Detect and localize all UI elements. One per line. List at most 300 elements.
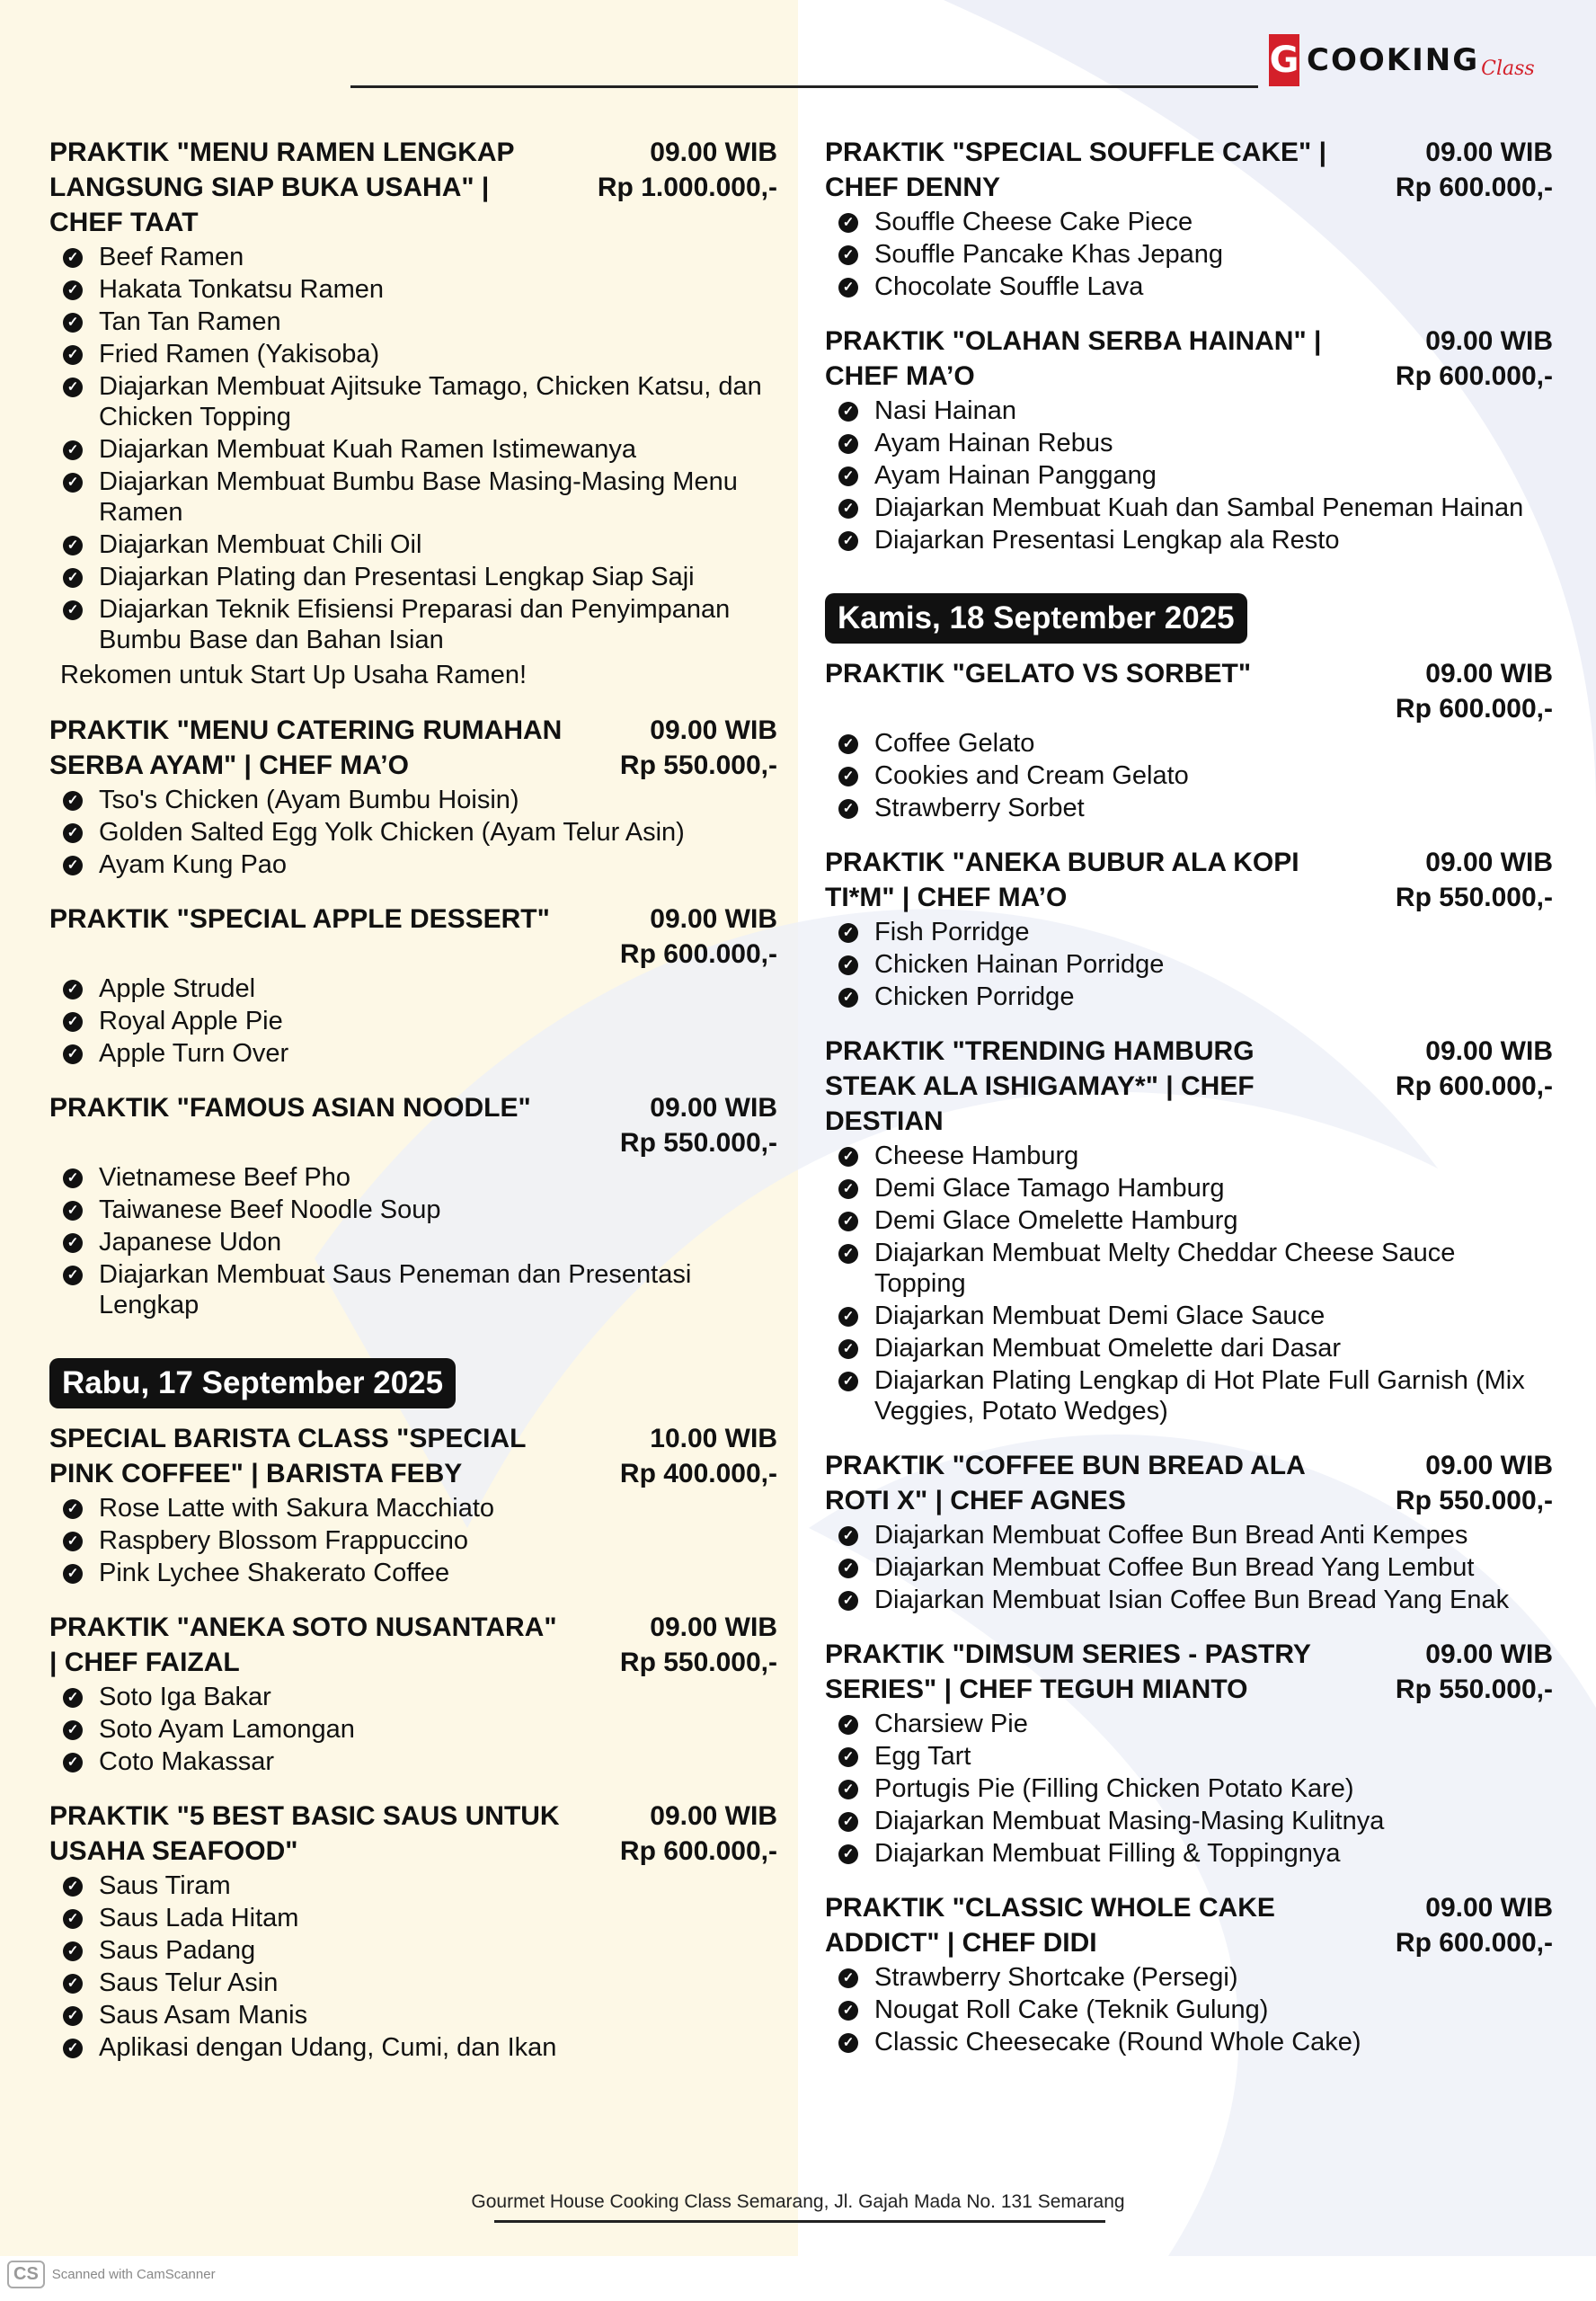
menu-list [825,1520,1553,1615]
menu-item-text: Egg Tart [874,1742,971,1771]
menu-item-text: Royal Apple Pie [99,1007,283,1035]
menu-item-text: Nasi Hainan [874,396,1016,425]
menu-item [49,785,777,815]
menu-item [49,1746,777,1777]
menu-item-text: Diajarkan Membuat Isian Coffee Bun Bread Yang Enak [874,1586,1510,1614]
class-meta [1396,324,1553,394]
class-time: 09.00 WIB [1425,848,1553,877]
menu-item-text: Souffle Pancake Khas Jepang [874,240,1224,269]
menu-item-text: Diajarkan Plating Lengkap di Hot Plate Full Garnish (Mix Veggies, Potato Wedges) [874,1366,1525,1426]
class-time: 09.00 WIB [650,138,777,167]
menu-item [49,1935,777,1966]
menu-item [49,2032,777,2063]
check-circle-icon: ✓ [63,1266,83,1285]
class-title: PRAKTIK "MENU RAMEN LENGKAP LANGSUNG SIAP BUKA USAHA" | CHEF TAAT [49,138,515,237]
check-circle-icon: ✓ [63,1044,83,1064]
menu-item-text: Diajarkan Membuat Coffee Bun Bread Yang Lembut [874,1553,1475,1582]
menu-item-text: Diajarkan Presentasi Lengkap ala Resto [874,526,1340,555]
check-circle-icon: ✓ [838,1526,858,1546]
menu-item-text: Classic Cheesecake (Round Whole Cake) [874,2028,1361,2057]
check-circle-icon: ✓ [63,1499,83,1519]
class-title: PRAKTIK "GELATO VS SORBET" [825,659,1252,689]
class-title: PRAKTIK "5 BEST BASIC SAUS UNTUK USAHA SEAFOOD" [49,1801,560,1866]
class-header [825,1637,1553,1707]
class-price: Rp 1.000.000,- [597,173,777,202]
menu-item-text: Portugis Pie (Filling Chicken Potato Kare) [874,1774,1354,1803]
menu-item [825,271,1553,302]
check-circle-icon: ✓ [838,1212,858,1231]
menu-item [49,434,777,465]
menu-item [49,339,777,369]
check-circle-icon: ✓ [63,2039,83,2058]
check-circle-icon: ✓ [838,767,858,786]
menu-list [825,1141,1553,1426]
menu-item [49,1968,777,1998]
check-circle-icon: ✓ [63,248,83,268]
menu-item-text: Diajarkan Membuat Kuah dan Sambal Peneman Hainan [874,493,1524,522]
check-circle-icon: ✓ [838,213,858,233]
class-time: 09.00 WIB [650,1612,777,1642]
class-meta [620,1421,777,1491]
check-circle-icon: ✓ [63,1168,83,1188]
menu-item-text: Hakata Tonkatsu Ramen [99,275,385,304]
right-column [825,135,1553,2079]
class-meta [1396,1890,1553,1960]
menu-item-text: Diajarkan Membuat Ajitsuke Tamago, Chicken Katsu, dan Chicken Topping [99,372,762,431]
check-circle-icon: ✓ [63,280,83,300]
logo-mark-icon: G [1269,34,1299,86]
check-circle-icon: ✓ [63,1909,83,1929]
class-title: SPECIAL BARISTA CLASS "SPECIAL PINK COFFEE" | BARISTA FEBY [49,1424,526,1488]
check-circle-icon: ✓ [63,1012,83,1032]
menu-list [49,1493,777,1588]
class-header [49,902,777,972]
menu-item [49,1195,777,1225]
check-circle-icon: ✓ [838,1307,858,1327]
class-block [825,1637,1553,1869]
class-price: Rp 600.000,- [1395,694,1553,724]
class-time: 09.00 WIB [1425,1036,1553,1066]
check-circle-icon: ✓ [838,531,858,551]
class-price: Rp 550.000,- [619,751,777,780]
class-time: 09.00 WIB [650,1801,777,1831]
check-circle-icon: ✓ [63,440,83,460]
menu-item-text: Cheese Hamburg [874,1142,1079,1170]
class-title: PRAKTIK "TRENDING HAMBURG STEAK ALA ISHIGAMAY*" | CHEF DESTIAN [825,1036,1255,1136]
check-circle-icon: ✓ [63,980,83,999]
check-circle-icon: ✓ [838,988,858,1008]
check-circle-icon: ✓ [63,313,83,333]
check-circle-icon: ✓ [838,734,858,754]
menu-item-text: Coto Makassar [99,1747,275,1776]
menu-item-text: Apple Strudel [99,974,256,1003]
class-price: Rp 550.000,- [1395,1486,1553,1515]
menu-item [49,1714,777,1745]
check-circle-icon: ✓ [838,1372,858,1391]
check-circle-icon: ✓ [838,1591,858,1611]
menu-item-text: Ayam Kung Pao [99,850,288,879]
menu-list [49,973,777,1069]
menu-item [49,242,777,272]
menu-item-text: Chicken Porridge [874,982,1075,1011]
menu-item-text: Japanese Udon [99,1228,282,1257]
menu-item-text: Diajarkan Membuat Filling & Toppingnya [874,1839,1341,1868]
class-block [825,1448,1553,1615]
logo-subtext: Class [1481,57,1535,80]
class-header [49,1610,777,1680]
menu-item-text: Diajarkan Teknik Efisiensi Preparasi dan Penyimpanan Bumbu Base dan Bahan Isian [99,595,731,654]
menu-item [49,1006,777,1036]
class-price: Rp 400.000,- [619,1459,777,1488]
menu-item [825,525,1553,555]
menu-item [49,466,777,528]
menu-item-text: Beef Ramen [99,243,244,271]
menu-item-text: Golden Salted Egg Yolk Chicken (Ayam Telur Asin) [99,818,685,847]
menu-item [825,1838,1553,1869]
class-meta [620,1610,777,1680]
menu-list [825,728,1553,823]
menu-item [825,1741,1553,1772]
class-title: PRAKTIK "SPECIAL APPLE DESSERT" [49,904,550,934]
class-price: Rp 600.000,- [1395,1071,1553,1101]
menu-item [825,460,1553,491]
check-circle-icon: ✓ [63,345,83,365]
class-price: Rp 600.000,- [1395,1928,1553,1958]
menu-list [49,1870,777,2063]
menu-item [825,2027,1553,2057]
menu-item [825,1709,1553,1739]
menu-item-text: Cookies and Cream Gelato [874,761,1189,790]
class-title: PRAKTIK "ANEKA SOTO NUSANTARA" | CHEF FAIZAL [49,1612,557,1677]
menu-item [825,1333,1553,1364]
menu-item [825,1238,1553,1299]
class-header [825,324,1553,394]
class-title: PRAKTIK "DIMSUM SERIES - PASTRY SERIES" | CHEF TEGUH MIANTO [825,1639,1311,1704]
class-price: Rp 550.000,- [619,1128,777,1158]
check-circle-icon: ✓ [63,1877,83,1897]
menu-item [49,849,777,880]
class-title: PRAKTIK "OLAHAN SERBA HAINAN" | CHEF MA’O [825,326,1322,391]
footer-address: Gourmet House Cooking Class Semarang, Jl. Gajah Mada No. 131 Semarang [471,2191,1125,2212]
check-circle-icon: ✓ [838,799,858,819]
menu-item-text: Saus Padang [99,1936,256,1965]
menu-list [49,1682,777,1777]
check-circle-icon: ✓ [838,1339,858,1359]
class-price: Rp 600.000,- [619,939,777,969]
menu-item-text: Ayam Hainan Rebus [874,429,1113,458]
menu-item [49,562,777,592]
check-circle-icon: ✓ [63,2006,83,2026]
check-circle-icon: ✓ [63,536,83,555]
camscanner-icon: CS [7,2261,45,2288]
class-header [825,1448,1553,1518]
check-circle-icon: ✓ [838,955,858,975]
check-circle-icon: ✓ [838,923,858,943]
class-time: 09.00 WIB [1425,1639,1553,1669]
scanner-watermark [7,2261,216,2288]
class-block [49,1610,777,1777]
menu-item [825,1520,1553,1550]
check-circle-icon: ✓ [838,245,858,265]
class-time: 09.00 WIB [650,904,777,934]
menu-item-text: Saus Telur Asin [99,1968,279,1997]
check-circle-icon: ✓ [838,2001,858,2021]
class-price: Rp 550.000,- [1395,883,1553,912]
menu-list [825,207,1553,302]
menu-item-text: Strawberry Shortcake (Persegi) [874,1963,1238,1992]
menu-item [49,307,777,337]
menu-item-text: Ayam Hainan Panggang [874,461,1157,490]
class-header [49,135,777,240]
menu-item-text: Demi Glace Omelette Hamburg [874,1206,1238,1235]
menu-item-text: Tan Tan Ramen [99,307,281,336]
menu-item-text: Tso's Chicken (Ayam Bumbu Hoisin) [99,786,519,814]
menu-item-text: Nougat Roll Cake (Teknik Gulung) [874,1995,1269,2024]
menu-item [49,1558,777,1588]
class-time: 09.00 WIB [1425,326,1553,356]
class-header [825,1034,1553,1139]
check-circle-icon: ✓ [63,1720,83,1740]
menu-item [825,1365,1553,1426]
menu-list [825,1962,1553,2057]
check-circle-icon: ✓ [63,1233,83,1253]
menu-item-text: Diajarkan Membuat Saus Peneman dan Presentasi Lengkap [99,1260,692,1319]
menu-item [825,395,1553,426]
class-price: Rp 550.000,- [1395,1675,1553,1704]
brand-logo [1269,34,1535,86]
menu-item-text: Rose Latte with Sakura Macchiato [99,1494,495,1523]
menu-item [49,1227,777,1257]
menu-item-text: Diajarkan Membuat Omelette dari Dasar [874,1334,1341,1363]
menu-item [825,428,1553,458]
class-meta [1396,845,1553,915]
check-circle-icon: ✓ [838,1559,858,1578]
class-time: 09.00 WIB [650,1093,777,1123]
class-meta [1396,1448,1553,1518]
menu-item [825,1173,1553,1204]
menu-item-text: Saus Tiram [99,1871,231,1900]
menu-item-text: Fish Porridge [874,918,1030,946]
class-block [49,902,777,1069]
check-circle-icon: ✓ [838,1968,858,1988]
check-circle-icon: ✓ [63,473,83,493]
footer-divider [494,2220,1105,2223]
class-block [825,845,1553,1012]
menu-item-text: Diajarkan Membuat Bumbu Base Masing-Masing Menu Ramen [99,467,738,527]
menu-item [49,529,777,560]
menu-item-text: Souffle Cheese Cake Piece [874,208,1193,236]
class-meta [620,902,777,972]
class-price: Rp 600.000,- [1395,173,1553,202]
class-block [825,135,1553,302]
menu-item-text: Diajarkan Membuat Demi Glace Sauce [874,1302,1326,1330]
menu-item-text: Diajarkan Membuat Chili Oil [99,530,422,559]
logo-text: COOKING [1307,42,1480,78]
menu-item-text: Diajarkan Membuat Masing-Masing Kulitnya [874,1807,1385,1835]
class-time: 09.00 WIB [1425,1451,1553,1480]
menu-item [49,1038,777,1069]
menu-item-text: Soto Ayam Lamongan [99,1715,355,1744]
menu-item [825,793,1553,823]
menu-item-text: Chicken Hainan Porridge [874,950,1165,979]
class-header [825,135,1553,205]
class-meta [1396,1034,1553,1104]
check-circle-icon: ✓ [63,791,83,811]
menu-item [825,728,1553,759]
check-circle-icon: ✓ [838,1715,858,1735]
class-meta [620,1799,777,1869]
menu-item [825,917,1553,947]
menu-item [825,1552,1553,1583]
class-meta [1396,1637,1553,1707]
class-note: Rekomen untuk Start Up Usaha Ramen! [60,661,528,689]
day-heading: Rabu, 17 September 2025 [49,1358,456,1408]
class-time: 10.00 WIB [650,1424,777,1453]
menu-item [49,1870,777,1901]
menu-item-text: Pink Lychee Shakerato Coffee [99,1559,450,1587]
check-circle-icon: ✓ [838,1780,858,1799]
menu-item-text: Strawberry Sorbet [874,794,1085,822]
menu-item-text: Soto Iga Bakar [99,1683,271,1711]
class-block [825,1034,1553,1426]
menu-item-text: Saus Lada Hitam [99,1904,299,1932]
class-meta [620,713,777,783]
left-column [49,135,777,2084]
menu-list [49,785,777,880]
menu-item-text: Vietnamese Beef Pho [99,1163,350,1192]
menu-list [49,1162,777,1320]
menu-item [825,1301,1553,1331]
check-circle-icon: ✓ [63,568,83,588]
class-header [825,1890,1553,1960]
check-circle-icon: ✓ [838,402,858,422]
class-price: Rp 600.000,- [619,1836,777,1866]
class-time: 09.00 WIB [650,715,777,745]
class-header [825,845,1553,915]
menu-item [49,1162,777,1193]
menu-item-text: Chocolate Souffle Lava [874,272,1144,301]
menu-item [49,1493,777,1524]
class-block [825,324,1553,555]
class-block [49,1799,777,2063]
menu-item [825,982,1553,1012]
menu-item-text: Coffee Gelato [874,729,1035,758]
menu-item [49,1525,777,1556]
menu-item-text: Demi Glace Tamago Hamburg [874,1174,1225,1203]
menu-item [49,594,777,655]
class-block [49,713,777,880]
menu-item [825,1806,1553,1836]
check-circle-icon: ✓ [838,499,858,519]
menu-item-text: Diajarkan Membuat Coffee Bun Bread Anti Kempes [874,1521,1468,1550]
menu-item [825,1773,1553,1804]
class-title: PRAKTIK "MENU CATERING RUMAHAN SERBA AYAM" | CHEF MA’O [49,715,563,780]
check-circle-icon: ✓ [838,278,858,298]
menu-item-text: Diajarkan Membuat Kuah Ramen Istimewanya [99,435,636,464]
menu-item-text: Charsiew Pie [874,1710,1028,1738]
check-circle-icon: ✓ [838,434,858,454]
menu-item-text: Aplikasi dengan Udang, Cumi, dan Ikan [99,2033,557,2062]
scanner-text: Scanned with CamScanner [51,2267,216,2282]
class-block [49,1421,777,1588]
class-title: PRAKTIK "CLASSIC WHOLE CAKE ADDICT" | CHEF DIDI [825,1893,1275,1958]
menu-item [825,1962,1553,1993]
class-title: PRAKTIK "SPECIAL SOUFFLE CAKE" | CHEF DENNY [825,138,1326,202]
class-title: PRAKTIK "FAMOUS ASIAN NOODLE" [49,1093,531,1123]
menu-list [825,395,1553,555]
menu-item [825,1205,1553,1236]
class-block [825,656,1553,823]
menu-item-text: Saus Asam Manis [99,2001,308,2030]
menu-item [49,973,777,1004]
menu-item [49,1682,777,1712]
menu-item-text: Diajarkan Membuat Melty Cheddar Cheese Sauce Topping [874,1239,1456,1298]
menu-item [825,1141,1553,1171]
menu-item [825,207,1553,237]
check-circle-icon: ✓ [838,1244,858,1264]
menu-list [825,917,1553,1012]
menu-item [825,239,1553,270]
class-block [825,1890,1553,2057]
menu-item [825,1585,1553,1615]
menu-list [825,1709,1553,1869]
check-circle-icon: ✓ [838,1844,858,1864]
check-circle-icon: ✓ [63,1201,83,1221]
menu-item [49,1903,777,1933]
class-price: Rp 550.000,- [619,1648,777,1677]
menu-item-text: Taiwanese Beef Noodle Soup [99,1195,441,1224]
header-divider [350,85,1258,88]
class-time: 09.00 WIB [1425,659,1553,689]
check-circle-icon: ✓ [63,823,83,843]
check-circle-icon: ✓ [63,1753,83,1772]
check-circle-icon: ✓ [63,856,83,875]
class-title: PRAKTIK "COFFEE BUN BREAD ALA ROTI X" | CHEF AGNES [825,1451,1305,1515]
class-price: Rp 600.000,- [1395,361,1553,391]
class-header [49,713,777,783]
check-circle-icon: ✓ [63,1688,83,1708]
day-heading: Kamis, 18 September 2025 [825,593,1247,644]
class-header [49,1799,777,1869]
menu-item [49,1259,777,1320]
check-circle-icon: ✓ [63,1564,83,1584]
check-circle-icon: ✓ [838,2033,858,2053]
class-meta [1396,135,1553,205]
menu-item-text: Fried Ramen (Yakisoba) [99,340,380,369]
menu-list [49,242,777,655]
menu-item-text: Raspbery Blossom Frappuccino [99,1526,469,1555]
menu-item [825,1994,1553,2025]
class-header [825,656,1553,726]
class-meta [620,1090,777,1160]
class-block [49,1090,777,1320]
class-meta [598,135,777,205]
check-circle-icon: ✓ [838,1747,858,1767]
menu-item [825,760,1553,791]
menu-item [49,371,777,432]
check-circle-icon: ✓ [63,600,83,620]
check-circle-icon: ✓ [838,466,858,486]
check-circle-icon: ✓ [838,1812,858,1832]
check-circle-icon: ✓ [63,1532,83,1551]
class-meta [1396,656,1553,726]
check-circle-icon: ✓ [63,1974,83,1994]
class-title: PRAKTIK "ANEKA BUBUR ALA KOPI TI*M" | CHEF MA’O [825,848,1299,912]
class-time: 09.00 WIB [1425,1893,1553,1923]
check-circle-icon: ✓ [838,1147,858,1167]
menu-item [49,817,777,848]
menu-item [49,274,777,305]
